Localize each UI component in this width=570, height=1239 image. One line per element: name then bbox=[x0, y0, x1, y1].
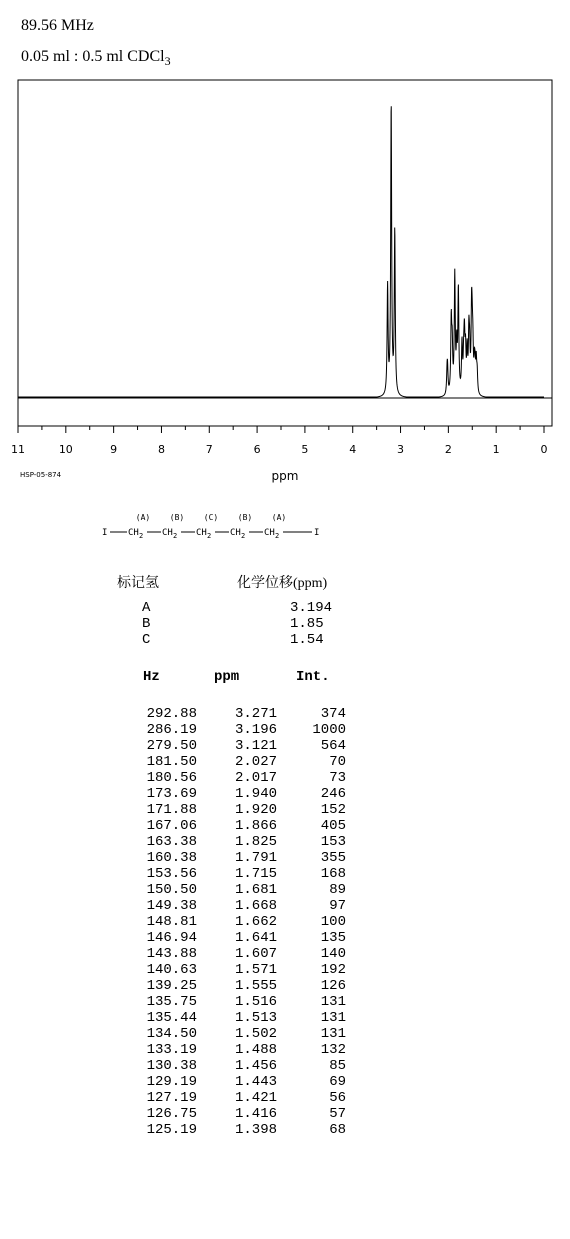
peak-ppm: 1.715 bbox=[234, 866, 277, 882]
peak-row bbox=[0, 1090, 570, 1106]
peak-row bbox=[0, 1122, 570, 1138]
peak-int: 374 bbox=[320, 706, 346, 722]
position-label: (B) bbox=[237, 513, 253, 522]
peak-row bbox=[0, 850, 570, 866]
peak-int: 126 bbox=[320, 978, 346, 994]
peak-hz: 143.88 bbox=[146, 946, 197, 962]
peak-ppm: 1.456 bbox=[234, 1058, 277, 1074]
peak-row bbox=[0, 1010, 570, 1026]
peak-hz: 171.88 bbox=[146, 802, 197, 818]
x-tick-label: 9 bbox=[110, 443, 118, 456]
peak-row bbox=[0, 962, 570, 978]
peak-int: 405 bbox=[320, 818, 346, 834]
peak-row bbox=[0, 898, 570, 914]
peak-int: 1000 bbox=[312, 722, 346, 738]
x-tick-label: 4 bbox=[349, 443, 357, 456]
assignment-col-shift: 化学位移(ppm) bbox=[237, 576, 328, 591]
peak-int: 140 bbox=[320, 946, 346, 962]
ch2-subscript: 2 bbox=[139, 532, 144, 540]
peak-col-ppm: ppm bbox=[214, 669, 240, 685]
peak-hz: 140.63 bbox=[146, 962, 197, 978]
peak-row bbox=[0, 1026, 570, 1042]
peak-row bbox=[0, 994, 570, 1010]
x-tick-label: 0 bbox=[540, 443, 548, 456]
peak-hz: 129.19 bbox=[146, 1074, 197, 1090]
peak-hz: 180.56 bbox=[146, 770, 197, 786]
ch2-subscript: 2 bbox=[241, 532, 246, 540]
peak-hz: 150.50 bbox=[146, 882, 197, 898]
peak-ppm: 1.940 bbox=[234, 786, 277, 802]
peak-int: 131 bbox=[320, 1026, 346, 1042]
peak-int: 355 bbox=[320, 850, 346, 866]
peak-row bbox=[0, 786, 570, 802]
ch2-group: CH bbox=[128, 528, 139, 538]
assignment-label: A bbox=[142, 600, 151, 616]
peak-int: 152 bbox=[320, 802, 346, 818]
peak-ppm: 1.571 bbox=[234, 962, 277, 978]
peak-hz: 126.75 bbox=[146, 1106, 197, 1122]
peak-hz: 160.38 bbox=[146, 850, 197, 866]
assignment-shift: 1.54 bbox=[290, 632, 324, 648]
peak-ppm: 1.421 bbox=[234, 1090, 277, 1106]
x-tick-label: 11 bbox=[11, 443, 25, 456]
peak-ppm: 2.017 bbox=[234, 770, 277, 786]
assignment-label: C bbox=[142, 632, 151, 648]
position-label: (A) bbox=[271, 513, 287, 522]
peak-ppm: 1.502 bbox=[234, 1026, 277, 1042]
peak-hz: 134.50 bbox=[146, 1026, 197, 1042]
position-label: (A) bbox=[135, 513, 151, 522]
plot-frame bbox=[18, 80, 552, 426]
assignment-shift: 3.194 bbox=[290, 600, 333, 616]
spectrum-code: HSP-05-874 bbox=[20, 471, 62, 479]
peak-ppm: 3.121 bbox=[234, 738, 277, 754]
x-axis-tick-labels bbox=[11, 443, 548, 456]
peak-hz: 167.06 bbox=[146, 818, 197, 834]
peak-int: 100 bbox=[320, 914, 346, 930]
terminal-iodine-left: I bbox=[102, 528, 108, 538]
peak-int: 97 bbox=[329, 898, 346, 914]
assignment-label: B bbox=[142, 616, 151, 632]
peak-ppm: 3.271 bbox=[234, 706, 277, 722]
ch2-group: CH bbox=[196, 528, 207, 538]
peak-hz: 292.88 bbox=[146, 706, 197, 722]
peak-ppm: 2.027 bbox=[234, 754, 277, 770]
spectrum-trace bbox=[18, 106, 544, 397]
peak-ppm: 1.555 bbox=[234, 978, 277, 994]
peak-ppm: 1.681 bbox=[234, 882, 277, 898]
ch2-group: CH bbox=[162, 528, 173, 538]
molecule-structure bbox=[90, 508, 350, 548]
x-tick-label: 10 bbox=[58, 443, 73, 456]
peak-hz: 146.94 bbox=[146, 930, 197, 946]
peak-ppm: 1.825 bbox=[234, 834, 277, 850]
peak-row bbox=[0, 1058, 570, 1074]
peak-int: 246 bbox=[320, 786, 346, 802]
ch2-group: CH bbox=[264, 528, 275, 538]
peak-int: 56 bbox=[329, 1090, 346, 1106]
peak-ppm: 1.488 bbox=[234, 1042, 277, 1058]
peak-col-int: Int. bbox=[296, 669, 330, 685]
peak-hz: 125.19 bbox=[146, 1122, 197, 1138]
x-tick-label: 7 bbox=[205, 443, 213, 456]
peak-hz: 135.75 bbox=[146, 994, 197, 1010]
peak-ppm: 1.607 bbox=[234, 946, 277, 962]
assignment-col-label: 标记氢 bbox=[117, 576, 159, 591]
peak-ppm: 1.920 bbox=[234, 802, 277, 818]
peak-row bbox=[0, 1042, 570, 1058]
peak-int: 73 bbox=[329, 770, 346, 786]
peak-row bbox=[0, 722, 570, 738]
sample-concentration-text: 0.05 ml : 0.5 ml CDCl bbox=[21, 48, 165, 65]
peak-row bbox=[0, 882, 570, 898]
ch2-subscript: 2 bbox=[207, 532, 212, 540]
peak-ppm: 1.398 bbox=[234, 1122, 277, 1138]
x-tick-label: 1 bbox=[492, 443, 500, 456]
x-tick-label: 5 bbox=[301, 443, 309, 456]
spectrometer-frequency: 89.56 MHz bbox=[21, 17, 94, 34]
peak-row bbox=[0, 946, 570, 962]
peak-ppm: 1.516 bbox=[234, 994, 277, 1010]
peak-int: 131 bbox=[320, 1010, 346, 1026]
peak-row bbox=[0, 930, 570, 946]
peak-hz: 153.56 bbox=[146, 866, 197, 882]
ch2-subscript: 2 bbox=[275, 532, 280, 540]
x-tick-label: 8 bbox=[157, 443, 165, 456]
peak-int: 57 bbox=[329, 1106, 346, 1122]
peak-row bbox=[0, 1074, 570, 1090]
position-label: (C) bbox=[203, 513, 219, 522]
peak-hz: 163.38 bbox=[146, 834, 197, 850]
ch2-group: CH bbox=[230, 528, 241, 538]
peak-row bbox=[0, 866, 570, 882]
peak-ppm: 1.641 bbox=[234, 930, 277, 946]
peak-int: 70 bbox=[329, 754, 346, 770]
peak-int: 69 bbox=[329, 1074, 346, 1090]
peak-ppm: 1.443 bbox=[234, 1074, 277, 1090]
peak-hz: 127.19 bbox=[146, 1090, 197, 1106]
peak-hz: 135.44 bbox=[146, 1010, 197, 1026]
ch2-subscript: 2 bbox=[173, 532, 178, 540]
peak-hz: 130.38 bbox=[146, 1058, 197, 1074]
peak-int: 132 bbox=[320, 1042, 346, 1058]
peak-hz: 279.50 bbox=[146, 738, 197, 754]
peak-int: 153 bbox=[320, 834, 346, 850]
peak-hz: 181.50 bbox=[146, 754, 197, 770]
peak-ppm: 3.196 bbox=[234, 722, 277, 738]
x-axis-label: ppm bbox=[271, 469, 299, 483]
peak-int: 85 bbox=[329, 1058, 346, 1074]
x-tick-label: 2 bbox=[444, 443, 452, 456]
sample-concentration-subscript: 3 bbox=[164, 54, 171, 69]
peak-ppm: 1.513 bbox=[234, 1010, 277, 1026]
peak-ppm: 1.668 bbox=[234, 898, 277, 914]
terminal-iodine-right: I bbox=[314, 528, 320, 538]
x-tick-label: 6 bbox=[253, 443, 261, 456]
peak-row bbox=[0, 834, 570, 850]
peak-int: 131 bbox=[320, 994, 346, 1010]
peak-int: 192 bbox=[320, 962, 346, 978]
peak-row bbox=[0, 706, 570, 722]
peak-int: 68 bbox=[329, 1122, 346, 1138]
peak-ppm: 1.791 bbox=[234, 850, 277, 866]
peak-row bbox=[0, 818, 570, 834]
peak-hz: 286.19 bbox=[146, 722, 197, 738]
x-tick-label: 3 bbox=[397, 443, 405, 456]
assignment-shift: 1.85 bbox=[290, 616, 324, 632]
peak-row bbox=[0, 738, 570, 754]
peak-hz: 173.69 bbox=[146, 786, 197, 802]
peak-row bbox=[0, 914, 570, 930]
peak-ppm: 1.866 bbox=[234, 818, 277, 834]
peak-ppm: 1.416 bbox=[234, 1106, 277, 1122]
peak-row bbox=[0, 802, 570, 818]
peak-ppm: 1.662 bbox=[234, 914, 277, 930]
peak-hz: 148.81 bbox=[146, 914, 197, 930]
peak-int: 168 bbox=[320, 866, 346, 882]
peak-row bbox=[0, 1106, 570, 1122]
peak-row bbox=[0, 754, 570, 770]
nmr-spectrum-chart bbox=[0, 0, 570, 500]
x-axis-ticks bbox=[18, 426, 544, 433]
peak-int: 89 bbox=[329, 882, 346, 898]
peak-hz: 133.19 bbox=[146, 1042, 197, 1058]
position-label: (B) bbox=[169, 513, 185, 522]
peak-int: 564 bbox=[320, 738, 346, 754]
peak-hz: 149.38 bbox=[146, 898, 197, 914]
peak-col-hz: Hz bbox=[143, 669, 160, 685]
peak-row bbox=[0, 770, 570, 786]
peak-row bbox=[0, 978, 570, 994]
peak-int: 135 bbox=[320, 930, 346, 946]
peak-hz: 139.25 bbox=[146, 978, 197, 994]
